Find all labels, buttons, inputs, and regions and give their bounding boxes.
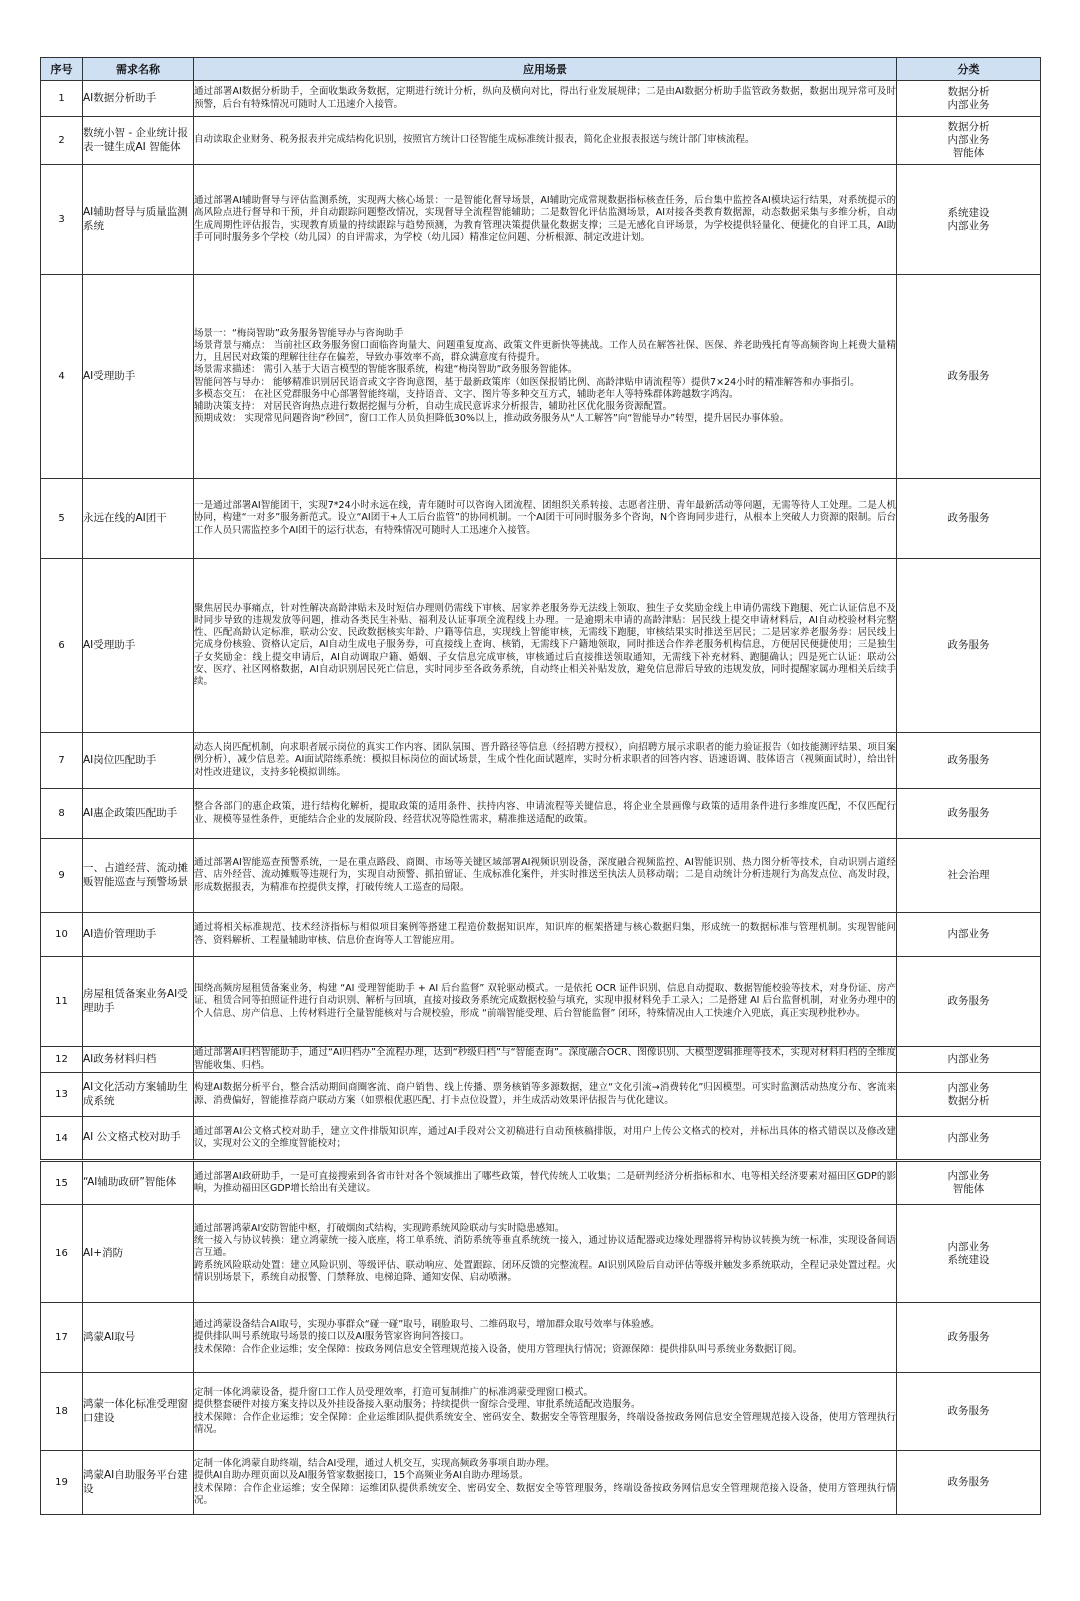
scenario-paragraph: 辅助决策支持： 对居民咨询热点进行数据挖掘与分析，自动生成民意诉求分析报告，辅助社区优化服务资源配置。 [194,400,673,412]
row-requirement-name: 鸿蒙AI取号 [83,1303,194,1373]
row-category [897,1205,1041,1303]
row-requirement-name: AI数据分析助手 [83,81,194,117]
row-category [897,1303,1041,1373]
row-index: 9 [41,839,83,913]
row-category [897,733,1041,789]
header-name: 需求名称 [83,58,194,81]
row-requirement-name: 鸿蒙AI自助服务平台建设 [83,1451,194,1515]
scenario-paragraph: 聚焦居民办事痛点，针对性解决高龄津贴未及时短信办理则仍需线下审核、居家养老服务券无法线上领取、独生子女奖励金线上申请仍需线下跑腿、死亡认证信息不及时同步导致的违规发放等问题，推动各类民生补贴、福利及认证事项全流程线上办理。一是逾期未申请的高龄津贴：居民线上提交申请材料后，AI自动校验材料完整性、匹配高龄认定标准，联动公安、民政数据核实年龄、户籍等信息，实现线上智能审核，无需线下跑腿，审核结果实时推送至居民；二是居家养老服务券：居民线上完成身份核验、资格认定后，AI自动生成电子服务券，可直接线上查询、核销，无需线下户籍地领取，同时推送合作养老服务机构信息，方便居民便捷使用；三是独生子女奖励金：线上提交申请后，AI自动调取户籍、婚姻、子女信息完成审核，审核通过后直接推送领取通知，无需线下补充材料、跑腿确认；四是死亡认证：联动公安、医疗、社区网格数据，AI自动识别居民死亡信息，实时同步至各政务系统，自动终止相关补贴发放，避免信息滞后导致的违规发放，同时提醒家属办理相关后续手续。 [194,602,896,687]
scenario-paragraph: 场景一：“梅岗智助”政务服务智能导办与咨询助手 [194,327,404,339]
category-tag: 政务服务 [947,639,990,651]
category-tag: 数据分析 [947,1094,990,1107]
row-scenario [194,839,897,913]
row-scenario [194,1117,897,1161]
row-index: 11 [41,957,83,1047]
row-requirement-name: 数统小智 - 企业统计报表一键生成AI 智能体 [83,117,194,165]
scenario-paragraph: 通过部署AI公文格式校对助手，建立文件排版知识库，通过AI手段对公文初稿进行自动预核稿排版，对用户上传公文格式的校对，并标出具体的格式错误以及修改建议，实现对公文的全维度智能校对； [194,1125,896,1149]
scenario-paragraph: 通过将相关标准规范、技术经济指标与相似项目案例等搭建工程造价数据知识库，知识库的框架搭建与核心数据归集，形成统一的数据标准与管理机制。实现智能问答、资料解析、工程量辅助审核、信息价查询等人工智能应用。 [194,922,896,946]
category-tag: 内部业务 [947,134,990,146]
category-tag: 智能体 [952,1183,985,1195]
table-header-row [41,58,1041,81]
table-row [41,117,1041,165]
row-category [897,559,1041,733]
row-category [897,1047,1041,1073]
table-row [41,1303,1041,1373]
table-row [41,1073,1041,1117]
row-index: 1 [41,81,83,117]
table-row [41,165,1041,275]
category-tag: 政务服务 [947,807,990,819]
row-requirement-name: AI 公文格式校对助手 [83,1117,194,1161]
category-tag: 政务服务 [947,995,990,1007]
row-scenario [194,1205,897,1303]
header-category: 分类 [897,58,1041,81]
category-tag: 内部业务 [947,928,990,940]
row-requirement-name: AI岗位匹配助手 [83,733,194,789]
category-tag: 数据分析 [947,121,990,133]
table-row [41,1161,1041,1205]
row-category [897,1161,1041,1205]
row-scenario [194,1047,897,1073]
row-requirement-name: AI造价管理助手 [83,913,194,957]
scenario-paragraph: 围绕高频房屋租赁备案业务，构建 “AI 受理智能助手 + AI 后台监督” 双轮驱动模式。一是依托 OCR 证件识别、信息自动提取、数据智能校验等技术，对身份证、房产证、租赁合同等拍照证件进行自动识别、解析与回填，直接对接政务系统完成数据校验与填充，实现申报材料免手工录入；二是搭建 AI 后台监督机制，对业务办理中的个人信息、房产信息、上传材料进行全量智能核对与合规校验，形成 “前端智能受理、后台智能监督” 闭环，特殊情况由人工快速介入兜底，真正实现秒批秒办。 [194,983,896,1019]
table-row [41,1205,1041,1303]
row-category [897,275,1041,479]
scenario-paragraph: 定制一体化鸿蒙设备，提升窗口工作人员受理效率，打造可复制推广的标准鸿蒙受理窗口模式。 [194,1387,594,1399]
category-tag: 内部业务 [947,219,990,232]
row-requirement-name: AI受理助手 [83,275,194,479]
row-index: 13 [41,1073,83,1117]
row-category [897,1373,1041,1451]
scenario-paragraph: 场景背景与痛点： 当前社区政务服务窗口面临咨询量大、问题重复度高、政策文件更新快等挑战。工作人员在解答社保、医保、养老助残托育等高频咨询上耗费大量精力，且居民对政策的理解往往存在偏差，导致办事效率不高，群众满意度有待提升。 [194,339,896,364]
scenario-paragraph: 通过部署鸿蒙AI安防智能中枢，打破烟囱式结构，实现跨系统风险联动与实时隐患感知。 [194,1222,565,1234]
scenario-paragraph: 通过部署AI政研助手，一是可直接搜索到各省市针对各个领域推出了哪些政策，替代传统人工收集；二是研判经济分析指标和水、电等相关经济要素对福田区GDP的影响，为推动福田区GDP增长给出有关建议。 [194,1170,896,1194]
table-row [41,733,1041,789]
category-tag: 内部业务 [947,1053,990,1065]
row-scenario [194,165,897,275]
row-index: 4 [41,275,83,479]
row-scenario [194,1451,897,1515]
row-scenario [194,957,897,1047]
table-row [41,839,1041,913]
header-index: 序号 [41,58,83,81]
row-category [897,1451,1041,1515]
row-category [897,1073,1041,1117]
category-tag: 内部业务 [947,1131,990,1144]
scenario-paragraph: 场景需求描述： 需引入基于大语言模型的智能客服系统，构建“梅岗智助”政务服务智能体。 [194,364,578,376]
category-tag: 政务服务 [947,1405,990,1417]
requirements-table [40,57,1041,1515]
row-requirement-name: 永远在线的AI团干 [83,479,194,559]
table-row [41,789,1041,839]
row-index: 10 [41,913,83,957]
row-category [897,913,1041,957]
row-index: 15 [41,1161,83,1205]
header-scene: 应用场景 [194,58,897,81]
scenario-paragraph: 构建AI数据分析平台，整合活动期间商圈客流、商户销售、线上传播、票务核销等多源数据，建立“文化引流→消费转化”归因模型。可实时监测活动热度分布、客流来源、消费偏好，智能推荐商户联动方案（如票根优惠匹配、打卡点位设置），并生成活动效果评估报告与优化建议。 [194,1082,896,1106]
row-requirement-name: 一、占道经营、流动摊贩智能巡查与预警场景 [83,839,194,913]
row-category [897,117,1041,165]
row-index: 5 [41,479,83,559]
row-scenario [194,559,897,733]
scenario-paragraph: 技术保障：合作企业运维；安全保障：按政务网信息安全管理规范接入设备，使用方管理执行情况；资源保障：提供排队叫号系统业务数据订阅。 [194,1343,803,1355]
row-category [897,839,1041,913]
row-requirement-name: AI惠企政策匹配助手 [83,789,194,839]
row-index: 18 [41,1373,83,1451]
scenario-paragraph: 定制一体化鸿蒙自助终端，结合AI受理，通过人机交互，实现高频政务事项自助办理。 [194,1458,555,1470]
scenario-paragraph: 整合各部门的惠企政策，进行结构化解析，提取政策的适用条件、扶持内容、申请流程等关键信息，将企业全景画像与政策的适用条件进行多维度匹配，不仅匹配行业、规模等显性条件，更能结合企业的发展阶段、经营状况等隐性需求，精准推送适配的政策。 [194,801,896,825]
table-body [41,81,1041,1515]
category-tag: 政务服务 [947,512,990,524]
scenario-paragraph: 一是通过部署AI智能团干，实现7*24小时永远在线，青年随时可以咨询入团流程、团组织关系转接、志愿者注册、青年最新活动等问题，无需等待人工处理。二是人机协同，构建“一对多”服务新范式。设立“AI团干+人工后台监管”的协同机制。一个AI团干可同时服务多个咨询，N个咨询同步进行，从根本上突破人力资源的限制。后台工作人员只需监控多个AI团干的运行状态，有特殊情况可随时人工迅速介入接管。 [194,500,896,536]
row-scenario [194,1073,897,1117]
scenario-paragraph: 通过部署AI辅助督导与评估监测系统，实现两大核心场景：一是智能化督导场景，AI辅助完成常规数据指标核查任务，后台集中监控各AI模块运行结果，对系统提示的高风险点进行督导和干预，并自动跟踪问题整改情况，实现督导全流程智能辅助；二是数智化评估监测场景，AI对接各类教育数据源，动态数据采集与多维分析，自动生成周期性评估报告，实现教育质量的持续跟踪与趋势预测，为教育管理决策提供量化数据支撑；三是无感化自评场景，为学校提供轻量化、便捷化的自评工具，AI助手可同时服务多个学校（幼儿园）的自评需求，为学校（幼儿园）精准定位问题、分析根源、制定改进计划。 [194,195,896,243]
row-index: 12 [41,1047,83,1073]
row-scenario [194,1373,897,1451]
scenario-paragraph: 提供排队叫号系统取号场景的接口以及AI服务管家咨询问答接口。 [194,1331,470,1343]
row-index: 6 [41,559,83,733]
category-tag: 内部业务 [947,1170,990,1182]
scenario-paragraph: 动态人岗匹配机制，向求职者展示岗位的真实工作内容、团队氛围、晋升路径等信息（经招聘方授权），向招聘方展示求职者的能力验证报告（如技能测评结果、项目案例分析），减少信息差。AI面试陪练系统：模拟目标岗位的面试场景，生成个性化面试题库，实时分析求职者的回答内容、语速语调、肢体语言（视频面试时），给出针对性改进建议，支持多轮模拟训练。 [194,742,896,778]
category-tag: 政务服务 [947,754,990,766]
table-row [41,1117,1041,1161]
row-scenario [194,117,897,165]
category-tag: 政务服务 [947,370,990,382]
category-tag: 系统建设 [947,1253,990,1266]
row-scenario [194,275,897,479]
scenario-paragraph: 多模态交互： 在社区党群服务中心部署智能终端，支持语音、文字、图片等多种交互方式，辅助老年人等特殊群体跨越数字鸿沟。 [194,388,739,400]
table-row [41,1451,1041,1515]
row-category [897,165,1041,275]
category-tag: 内部业务 [947,98,990,111]
scenario-paragraph: 通过部署AI数据分析助手，全面收集政务数据，定期进行统计分析，纵向及横向对比，得出行业发展规律；二是由AI数据分析助手监管政务数据，数据出现异常可及时预警，后台有特殊情况可随时人工迅速介入接管。 [194,86,896,110]
row-index: 8 [41,789,83,839]
scenario-paragraph: 预期成效： 实现常见问题咨询“秒回”，窗口工作人员负担降低30%以上，推动政务服务从“人工解答”向“智能导办”转型，提升居民办事体验。 [194,413,790,425]
table-row [41,559,1041,733]
scenario-paragraph: 跨系统风险联动处置：建立风险识别、等级评估、联动响应、处置跟踪、闭环反馈的完整流程。AI识别风险后自动评估等级并触发多系统联动，全程记录处置过程。火情识别场景下，系统自动报警、门禁释放、电梯迫降、通知安保、启动喷淋。 [194,1259,896,1283]
table-row [41,81,1041,117]
row-requirement-name: 房屋租赁备案业务AI受理助手 [83,957,194,1047]
row-requirement-name: AI文化活动方案辅助生成系统 [83,1073,194,1117]
scenario-paragraph: 技术保障：合作企业运维；安全保障：企业运维团队提供系统安全、密码安全、数据安全等管理服务，终端设备按政务网信息安全管理规范接入设备，使用方管理执行情况。 [194,1411,896,1435]
row-scenario [194,913,897,957]
category-tag: 内部业务 [947,1081,990,1094]
scenario-paragraph: 自动读取企业财务、税务报表并完成结构化识别，按照官方统计口径智能生成标准统计报表，简化企业报表报送与统计部门审核流程。 [194,134,755,146]
category-tag: 系统建设 [947,206,990,219]
row-category [897,1117,1041,1161]
table-row [41,479,1041,559]
table-row [41,957,1041,1047]
scenario-paragraph: 统一接入与协议转换：建立鸿蒙统一接入底座，将工单系统、消防系统等垂直系统统一接入，通过协议适配器或边缘处理器将异构协议转换为统一标准，实现设备间语言互通。 [194,1235,896,1259]
row-requirement-name: AI辅助督导与质量监测系统 [83,165,194,275]
row-requirement-name: 鸿蒙一体化标准受理窗口建设 [83,1373,194,1451]
scenario-paragraph: 智能问答与导办： 能够精准识别居民语音或文字咨询意图，基于最新政策库（如医保报销比例、高龄津贴申请流程等）提供7×24小时的精准解答和办事指引。 [194,376,860,388]
category-tag: 政务服务 [947,1331,990,1343]
category-tag: 内部业务 [947,1240,990,1253]
row-index: 16 [41,1205,83,1303]
category-tag: 智能体 [952,147,985,159]
row-index: 3 [41,165,83,275]
scenario-paragraph: 提供AI自助办理页面以及AI服务管家数据接口，15个高频业务AI自助办理场景。 [194,1470,529,1482]
category-tag: 社会治理 [947,869,990,881]
row-index: 19 [41,1451,83,1515]
row-index: 2 [41,117,83,165]
table-row [41,1047,1041,1073]
scenario-paragraph: 通过部署AI智能巡查预警系统，一是在重点路段、商圈、市场等关键区域部署AI视频识别设备，深度融合视频监控、AI智能识别、热力图分析等技术，自动识别占道经营、店外经营、流动摊贩等违规行为，实现自动预警、抓拍留证、生成标准化案件，并实时推送至执法人员移动端；二是自动统计分析违规行为高发点位、高发时段，形成数据报表，为精准布控提供支撑，打破传统人工巡查的局限。 [194,857,896,893]
row-category [897,81,1041,117]
scenario-paragraph: 技术保障：合作企业运维；安全保障：运维团队提供系统安全、密码安全、数据安全等管理服务，终端设备按政务网信息安全管理规范接入设备，使用方管理执行情况。 [194,1482,896,1506]
row-requirement-name: AI+消防 [83,1205,194,1303]
row-index: 7 [41,733,83,789]
table-row [41,913,1041,957]
row-requirement-name: “AI辅助政研”智能体 [83,1161,194,1205]
scenario-paragraph: 通过鸿蒙设备结合AI取号，实现办事群众“碰一碰”取号，刷脸取号、二维码取号，增加群众取号效率与体验感。 [194,1319,660,1331]
row-scenario [194,1161,897,1205]
row-scenario [194,733,897,789]
row-category [897,479,1041,559]
table-row [41,275,1041,479]
category-tag: 政务服务 [947,1476,990,1488]
row-scenario [194,81,897,117]
row-index: 14 [41,1117,83,1161]
row-requirement-name: AI政务材料归档 [83,1047,194,1073]
category-tag: 数据分析 [947,85,990,98]
row-index: 17 [41,1303,83,1373]
table-row [41,1373,1041,1451]
row-scenario [194,789,897,839]
row-category [897,789,1041,839]
scenario-paragraph: 提供整套硬件对接方案支持以及外挂设备接入驱动服务；持续提供一窗综合受理、审批系统适配改造服务。 [194,1399,641,1411]
row-scenario [194,1303,897,1373]
row-requirement-name: AI受理助手 [83,559,194,733]
row-scenario [194,479,897,559]
scenario-paragraph: 通过部署AI归档智能助手，通过“AI归档办”全流程办理，达到“秒级归档”与“智能查询”。深度融合OCR、图像识别、大模型逻辑推理等技术，实现对材料归档的全维度智能收集、归档。 [194,1047,896,1071]
row-category [897,957,1041,1047]
